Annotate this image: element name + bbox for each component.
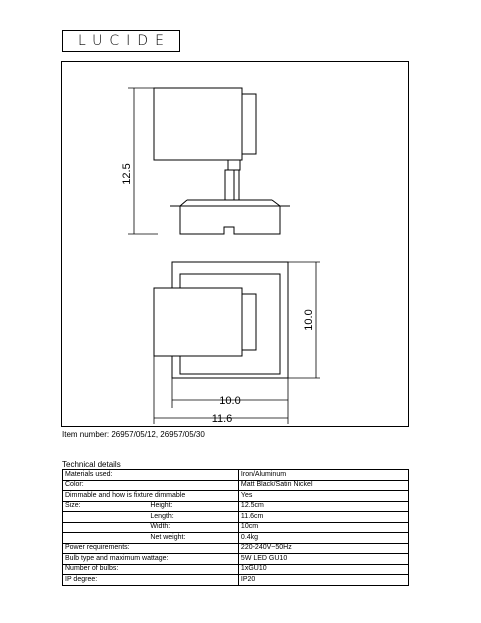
spec-label: Materials used: [63, 470, 239, 481]
side-view [128, 88, 290, 234]
top-lamp-back [242, 294, 256, 350]
spec-sublabel: Net weight: [148, 533, 238, 544]
spec-label: Size: [63, 501, 149, 512]
spec-label [63, 522, 149, 533]
spec-value: 10cm [238, 522, 408, 533]
side-lamp-back [242, 94, 256, 154]
table-row [63, 564, 409, 575]
side-joint [228, 160, 240, 170]
table-row [63, 470, 409, 481]
spec-sublabel: Length: [148, 512, 238, 523]
spec-value: 5W LED GU10 [238, 554, 408, 565]
spec-value: Iron/Aluminum [238, 470, 408, 481]
table-row [63, 512, 409, 523]
spec-label: Bulb type and maximum wattage: [63, 554, 239, 565]
item-number: Item number: 26957/05/12, 26957/05/30 [62, 430, 205, 439]
table-row [63, 501, 409, 512]
spec-value: Yes [238, 491, 408, 502]
spec-value: 220-240V~50Hz [238, 543, 408, 554]
spec-value: IP20 [238, 575, 408, 586]
table-row [63, 575, 409, 586]
side-dimension-label: 10.0 [303, 309, 315, 331]
inner-width-dimension-label: 10.0 [219, 395, 241, 407]
spec-sublabel: Width: [148, 522, 238, 533]
spec-value: 12.5cm [238, 501, 408, 512]
side-arm [225, 170, 239, 200]
spec-label [63, 512, 149, 523]
spec-label: Number of bulbs: [63, 564, 239, 575]
table-row [63, 491, 409, 502]
technical-details-title: Technical details [62, 460, 121, 469]
spec-value: 0.4kg [238, 533, 408, 544]
spec-value: 11.6cm [238, 512, 408, 523]
spec-label: Dimmable and how is fixture dimmable [63, 491, 239, 502]
spec-sublabel: Height: [148, 501, 238, 512]
spec-value: Matt Black/Satin Nickel [238, 480, 408, 491]
spec-label: Power requirements: [63, 543, 239, 554]
table-row [63, 554, 409, 565]
side-base-plate [180, 206, 280, 234]
height-dimension-label: 12.5 [121, 163, 133, 185]
technical-drawing-frame [61, 61, 409, 427]
spec-label: Color: [63, 480, 239, 491]
logo-text: LUCIDE [78, 33, 171, 49]
table-row [63, 522, 409, 533]
spec-label: IP degree: [63, 575, 239, 586]
technical-drawing [62, 62, 410, 428]
side-lamp-head [154, 88, 242, 160]
outer-width-dimension-label: 11.6 [211, 413, 233, 425]
top-lamp-head [154, 288, 242, 356]
spec-label [63, 533, 149, 544]
table-row [63, 480, 409, 491]
spec-value: 1xGU10 [238, 564, 408, 575]
technical-details-table [62, 469, 409, 586]
table-row [63, 533, 409, 544]
table-row [63, 543, 409, 554]
lucide-logo [62, 30, 180, 52]
